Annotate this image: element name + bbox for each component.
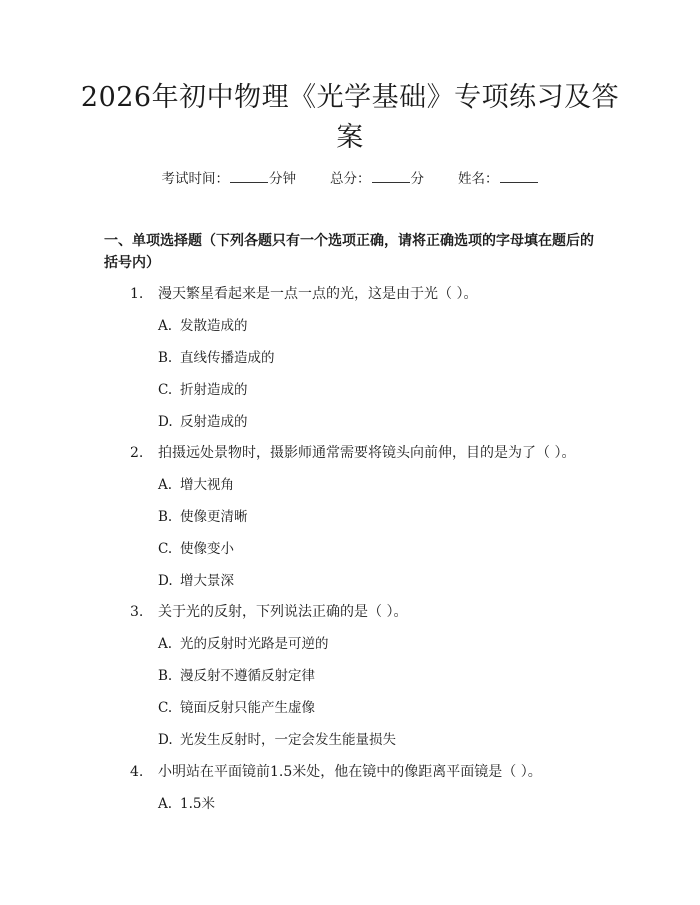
option-letter: D. <box>158 414 173 430</box>
question-text: 拍摄远处景物时，摄影师通常需要将镜头向前伸，目的是为了（ ）。 <box>158 445 576 461</box>
option-2d <box>158 571 598 591</box>
option-3d <box>158 730 598 750</box>
option-1a <box>158 316 598 336</box>
total-score-unit: 分 <box>410 171 424 187</box>
option-text: 光发生反射时，一定会发生能量损失 <box>180 732 396 748</box>
option-2a <box>158 475 598 495</box>
option-letter: C. <box>158 541 173 557</box>
option-letter: D. <box>158 573 173 589</box>
option-text: 使像变小 <box>180 541 234 557</box>
option-letter: A. <box>158 796 173 812</box>
option-text: 光的反射时光路是可逆的 <box>180 636 329 652</box>
option-2c <box>158 539 598 559</box>
option-1d <box>158 412 598 432</box>
question-number: 3. <box>130 604 144 620</box>
total-score-blank <box>372 168 410 183</box>
option-letter: A. <box>158 318 173 334</box>
question-number: 4. <box>130 764 144 780</box>
exam-time-unit: 分钟 <box>269 171 296 187</box>
question-text: 关于光的反射，下列说法正确的是（ ）。 <box>158 604 408 620</box>
student-name <box>458 168 539 189</box>
total-score-label: 总分： <box>330 171 371 187</box>
option-text: 1.5米 <box>180 796 215 812</box>
option-3b <box>158 666 598 686</box>
option-text: 反射造成的 <box>180 414 248 430</box>
question-number: 1. <box>130 286 144 302</box>
exam-time-blank <box>230 168 268 183</box>
exam-time-label: 考试时间： <box>161 171 229 187</box>
section-heading: 一、单项选择题（下列各题只有一个选项正确，请将正确选项的字母填在题后的括号内） <box>104 233 594 271</box>
question-text: 小明站在平面镜前1.5米处，他在镜中的像距离平面镜是（ ）。 <box>158 764 542 780</box>
option-letter: C. <box>158 382 173 398</box>
option-letter: C. <box>158 700 173 716</box>
question-1 <box>130 284 610 304</box>
question-3 <box>130 602 610 622</box>
exam-time <box>162 168 297 189</box>
option-4a <box>158 794 598 814</box>
option-3a <box>158 634 598 654</box>
question-4 <box>130 762 610 782</box>
option-1c <box>158 380 598 400</box>
option-letter: B. <box>158 350 173 366</box>
option-letter: D. <box>158 732 173 748</box>
option-letter: B. <box>158 509 173 525</box>
exam-meta <box>0 168 700 189</box>
question-number: 2. <box>130 445 144 461</box>
option-text: 折射造成的 <box>180 382 248 398</box>
option-2b <box>158 507 598 527</box>
option-text: 漫反射不遵循反射定律 <box>180 668 315 684</box>
page-title: 2026年初中物理《光学基础》专项练习及答案 <box>80 82 620 153</box>
option-letter: A. <box>158 477 173 493</box>
option-letter: B. <box>158 668 173 684</box>
option-3c <box>158 698 598 718</box>
question-2 <box>130 443 610 463</box>
student-name-label: 姓名： <box>458 171 499 187</box>
option-text: 镜面反射只能产生虚像 <box>180 700 315 716</box>
option-text: 使像更清晰 <box>180 509 248 525</box>
question-text: 漫天繁星看起来是一点一点的光，这是由于光（ ）。 <box>158 286 478 302</box>
option-text: 增大景深 <box>180 573 234 589</box>
student-name-blank <box>500 168 538 183</box>
option-letter: A. <box>158 636 173 652</box>
option-text: 增大视角 <box>180 477 234 493</box>
option-1b <box>158 348 598 368</box>
option-text: 发散造成的 <box>180 318 248 334</box>
total-score <box>330 168 424 189</box>
option-text: 直线传播造成的 <box>180 350 275 366</box>
